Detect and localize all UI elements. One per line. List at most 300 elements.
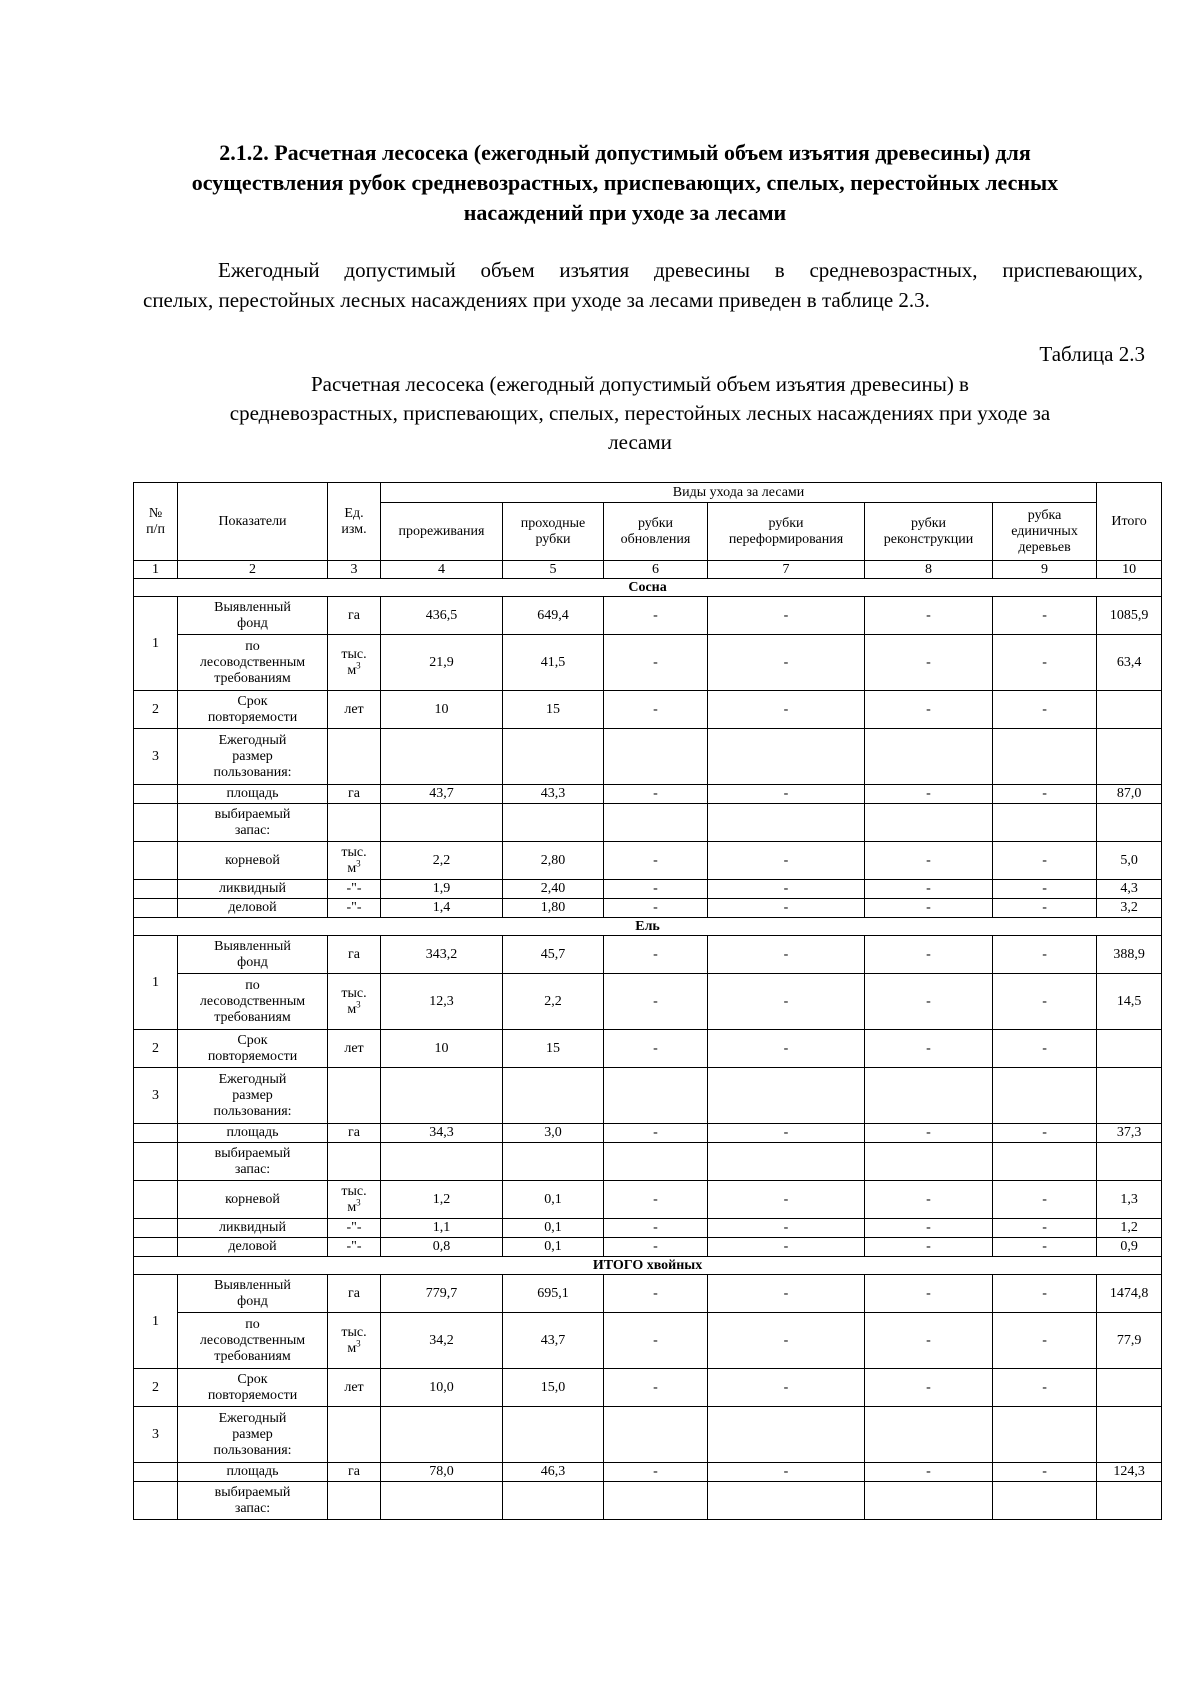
value-cell: 87,0 (1097, 785, 1162, 804)
empty-cell (134, 804, 178, 842)
empty-cell (134, 842, 178, 880)
value-cell: 45,7 (503, 936, 604, 974)
column-number: 1 (134, 561, 178, 579)
empty-cell (708, 1143, 865, 1181)
row-label: деловой (178, 1238, 328, 1257)
value-cell: - (604, 974, 708, 1030)
row-label: Ежегодный размер пользования: (178, 729, 328, 785)
table-number: Таблица 2.3 (1039, 342, 1145, 366)
empty-cell (134, 1482, 178, 1520)
value-cell: - (708, 1463, 865, 1482)
value-cell: - (604, 597, 708, 635)
value-cell: 5,0 (1097, 842, 1162, 880)
row-label: площадь (178, 785, 328, 804)
column-number: 5 (503, 561, 604, 579)
empty-cell (503, 1407, 604, 1463)
value-cell: - (865, 1463, 993, 1482)
table-row (134, 1143, 1162, 1181)
value-cell: - (993, 936, 1097, 974)
row-label: Выявленный фонд (178, 936, 328, 974)
row-unit: лет (328, 1030, 381, 1068)
value-cell: 43,7 (381, 785, 503, 804)
value-cell: 343,2 (381, 936, 503, 974)
column-number: 9 (993, 561, 1097, 579)
row-unit: га (328, 1463, 381, 1482)
empty-cell (1097, 1407, 1162, 1463)
value-cell: - (993, 974, 1097, 1030)
value-cell: 43,7 (503, 1313, 604, 1369)
row-label: Выявленный фонд (178, 1275, 328, 1313)
intro-line-1: Ежегодный допустимый объем изъятия древесины в средневозрастных, приспевающих, (218, 258, 1143, 282)
column-number: 2 (178, 561, 328, 579)
empty-cell (708, 1482, 865, 1520)
empty-cell (134, 785, 178, 804)
empty-cell (381, 1068, 503, 1124)
value-cell: 1085,9 (1097, 597, 1162, 635)
row-label: корневой (178, 842, 328, 880)
value-cell: - (993, 899, 1097, 918)
value-cell: 436,5 (381, 597, 503, 635)
value-cell: 0,8 (381, 1238, 503, 1257)
heading-line-2: осуществления рубок средневозрастных, приспевающих, спелых, перестойных лесных (191, 170, 1059, 195)
table-row (134, 729, 1162, 785)
column-number: 10 (1097, 561, 1162, 579)
row-unit: тыс. $м^3$ (328, 974, 381, 1030)
table-row (134, 804, 1162, 842)
value-cell: 0,1 (503, 1219, 604, 1238)
value-cell: - (604, 1313, 708, 1369)
value-cell: - (708, 842, 865, 880)
table-row (134, 1482, 1162, 1520)
value-cell: - (604, 691, 708, 729)
value-cell: 15,0 (503, 1369, 604, 1407)
value-cell: 2,2 (503, 974, 604, 1030)
value-cell: 14,5 (1097, 974, 1162, 1030)
value-cell: 1,3 (1097, 1181, 1162, 1219)
row-label: площадь (178, 1463, 328, 1482)
value-cell: 0,1 (503, 1181, 604, 1219)
value-cell: - (865, 880, 993, 899)
header-indicators: Показатели (178, 483, 328, 561)
row-label: ликвидный (178, 1219, 328, 1238)
row-unit: тыс. $м^3$ (328, 1181, 381, 1219)
header-total: Итого (1097, 483, 1162, 561)
table-row (134, 1219, 1162, 1238)
column-number: 3 (328, 561, 381, 579)
empty-cell (1097, 1482, 1162, 1520)
row-unit: лет (328, 691, 381, 729)
value-cell: - (708, 597, 865, 635)
empty-cell (328, 1143, 381, 1181)
header-row-1 (134, 483, 1162, 503)
value-cell: - (993, 785, 1097, 804)
value-cell: - (993, 635, 1097, 691)
row-unit: -"- (328, 1219, 381, 1238)
value-cell: - (865, 936, 993, 974)
value-cell: 34,2 (381, 1313, 503, 1369)
empty-cell (503, 729, 604, 785)
row-label: Срок повторяемости (178, 691, 328, 729)
value-cell: - (993, 1313, 1097, 1369)
section-title: Ель (134, 918, 1162, 936)
row-label: по лесоводственным требованиям (178, 635, 328, 691)
table-row (134, 842, 1162, 880)
empty-cell (134, 899, 178, 918)
empty-cell (328, 1068, 381, 1124)
intro-line-2: спелых, перестойных лесных насаждениях при уходе за лесами приведен в таблице 2.3. (143, 288, 930, 312)
row-unit: га (328, 785, 381, 804)
empty-cell (1097, 1068, 1162, 1124)
row-unit: га (328, 597, 381, 635)
value-cell: 10 (381, 691, 503, 729)
intro-paragraph (143, 255, 1143, 315)
empty-cell (1097, 804, 1162, 842)
value-cell: - (993, 1219, 1097, 1238)
value-cell: - (865, 691, 993, 729)
value-cell: 46,3 (503, 1463, 604, 1482)
value-cell: - (604, 1030, 708, 1068)
value-cell: - (708, 1181, 865, 1219)
value-cell: 1,4 (381, 899, 503, 918)
value-cell: - (865, 635, 993, 691)
value-cell: 1,80 (503, 899, 604, 918)
value-cell: 15 (503, 1030, 604, 1068)
value-cell: 10,0 (381, 1369, 503, 1407)
table-row (134, 1030, 1162, 1068)
value-cell: - (604, 635, 708, 691)
row-unit: -"- (328, 880, 381, 899)
row-unit: га (328, 1124, 381, 1143)
value-cell (1097, 1030, 1162, 1068)
empty-cell (328, 729, 381, 785)
empty-cell (993, 804, 1097, 842)
empty-cell (381, 1482, 503, 1520)
empty-cell (993, 1068, 1097, 1124)
value-cell: - (708, 880, 865, 899)
row-label: по лесоводственным требованиям (178, 974, 328, 1030)
table-row (134, 1238, 1162, 1257)
empty-cell (993, 1482, 1097, 1520)
value-cell (1097, 1369, 1162, 1407)
section-heading (150, 138, 1100, 228)
table-row (134, 1313, 1162, 1369)
table-title-line-3: лесами (608, 430, 672, 454)
empty-cell (381, 804, 503, 842)
value-cell: - (865, 1313, 993, 1369)
header-no: № п/п (134, 483, 178, 561)
value-cell: 2,80 (503, 842, 604, 880)
value-cell: 3,0 (503, 1124, 604, 1143)
value-cell: - (865, 842, 993, 880)
row-number: 3 (134, 1407, 178, 1463)
value-cell: - (604, 1275, 708, 1313)
empty-cell (708, 1068, 865, 1124)
value-cell: - (708, 899, 865, 918)
value-cell: - (604, 1463, 708, 1482)
value-cell: 37,3 (1097, 1124, 1162, 1143)
column-number-row (134, 561, 1162, 579)
row-label: выбираемый запас: (178, 1143, 328, 1181)
row-number: 1 (134, 1275, 178, 1369)
table-row (134, 1369, 1162, 1407)
row-number: 2 (134, 691, 178, 729)
row-number: 1 (134, 936, 178, 1030)
value-cell: 3,2 (1097, 899, 1162, 918)
row-label: площадь (178, 1124, 328, 1143)
empty-cell (134, 1124, 178, 1143)
row-label: ликвидный (178, 880, 328, 899)
value-cell: 1,2 (381, 1181, 503, 1219)
table-title-line-2: средневозрастных, приспевающих, спелых, перестойных лесных насаждениях при уходе за (229, 401, 1051, 425)
value-cell: 15 (503, 691, 604, 729)
value-cell: - (604, 899, 708, 918)
value-cell: - (993, 1463, 1097, 1482)
table-row (134, 1181, 1162, 1219)
table-row (134, 597, 1162, 635)
row-number: 3 (134, 1068, 178, 1124)
row-unit: лет (328, 1369, 381, 1407)
table-row (134, 1124, 1162, 1143)
value-cell: - (865, 1369, 993, 1407)
row-number: 1 (134, 597, 178, 691)
empty-cell (1097, 729, 1162, 785)
table-row (134, 974, 1162, 1030)
value-cell: - (865, 974, 993, 1030)
row-label: Ежегодный размер пользования: (178, 1068, 328, 1124)
value-cell: - (604, 1238, 708, 1257)
empty-cell (134, 1463, 178, 1482)
value-cell: - (708, 1275, 865, 1313)
empty-cell (134, 880, 178, 899)
column-number: 6 (604, 561, 708, 579)
empty-cell (993, 1143, 1097, 1181)
value-cell: - (604, 1369, 708, 1407)
value-cell: 2,40 (503, 880, 604, 899)
value-cell: - (604, 1181, 708, 1219)
value-cell: - (708, 691, 865, 729)
column-number: 8 (865, 561, 993, 579)
row-unit: тыс. $м^3$ (328, 635, 381, 691)
value-cell: - (708, 1313, 865, 1369)
header-col5: проходные рубки (503, 503, 604, 561)
value-cell: - (708, 635, 865, 691)
empty-cell (604, 1407, 708, 1463)
empty-cell (328, 804, 381, 842)
value-cell: - (993, 1030, 1097, 1068)
value-cell: 649,4 (503, 597, 604, 635)
empty-cell (381, 729, 503, 785)
row-unit: -"- (328, 899, 381, 918)
value-cell: 21,9 (381, 635, 503, 691)
section-row (134, 579, 1162, 597)
empty-cell (503, 1482, 604, 1520)
empty-cell (708, 729, 865, 785)
value-cell: 2,2 (381, 842, 503, 880)
header-col9: рубка единичных деревьев (993, 503, 1097, 561)
value-cell: - (708, 1369, 865, 1407)
row-unit: -"- (328, 1238, 381, 1257)
value-cell: - (865, 1124, 993, 1143)
table-row (134, 936, 1162, 974)
table-row (134, 1275, 1162, 1313)
value-cell: - (993, 1124, 1097, 1143)
value-cell: 779,7 (381, 1275, 503, 1313)
empty-cell (604, 1068, 708, 1124)
value-cell: - (708, 1219, 865, 1238)
empty-cell (708, 1407, 865, 1463)
value-cell: - (604, 1219, 708, 1238)
empty-cell (865, 1143, 993, 1181)
value-cell: - (993, 1238, 1097, 1257)
table-row (134, 899, 1162, 918)
header-col4: прореживания (381, 503, 503, 561)
row-label: деловой (178, 899, 328, 918)
value-cell: 1,1 (381, 1219, 503, 1238)
column-number: 7 (708, 561, 865, 579)
table-row (134, 1463, 1162, 1482)
value-cell: - (708, 1030, 865, 1068)
row-number: 2 (134, 1369, 178, 1407)
row-unit: га (328, 936, 381, 974)
value-cell: - (708, 936, 865, 974)
empty-cell (865, 1068, 993, 1124)
value-cell: - (993, 880, 1097, 899)
header-care-types: Виды ухода за лесами (381, 483, 1097, 503)
value-cell: - (708, 1124, 865, 1143)
row-label: выбираемый запас: (178, 1482, 328, 1520)
value-cell: - (865, 1030, 993, 1068)
row-number: 2 (134, 1030, 178, 1068)
value-cell: - (604, 785, 708, 804)
value-cell: 1474,8 (1097, 1275, 1162, 1313)
row-label: Ежегодный размер пользования: (178, 1407, 328, 1463)
value-cell: - (708, 1238, 865, 1257)
empty-cell (134, 1238, 178, 1257)
value-cell: 78,0 (381, 1463, 503, 1482)
value-cell: 388,9 (1097, 936, 1162, 974)
value-cell: 41,5 (503, 635, 604, 691)
value-cell: - (604, 936, 708, 974)
header-col7: рубки переформирования (708, 503, 865, 561)
value-cell: - (993, 597, 1097, 635)
value-cell: - (993, 691, 1097, 729)
header-col8: рубки реконструкции (865, 503, 993, 561)
value-cell: - (865, 1181, 993, 1219)
value-cell: 0,1 (503, 1238, 604, 1257)
row-label: Выявленный фонд (178, 597, 328, 635)
value-cell: - (604, 1124, 708, 1143)
empty-cell (381, 1407, 503, 1463)
table-body (134, 483, 1162, 1520)
row-unit: тыс. $м^3$ (328, 842, 381, 880)
heading-line-3: насаждений при уходе за лесами (463, 200, 787, 225)
value-cell: 12,3 (381, 974, 503, 1030)
empty-cell (993, 729, 1097, 785)
table-title-line-1: Расчетная лесосека (ежегодный допустимый объем изъятия древесины) в (311, 372, 969, 396)
value-cell: - (993, 1181, 1097, 1219)
row-unit: га (328, 1275, 381, 1313)
row-label: корневой (178, 1181, 328, 1219)
empty-cell (328, 1482, 381, 1520)
value-cell: - (708, 785, 865, 804)
table-row (134, 1407, 1162, 1463)
empty-cell (865, 804, 993, 842)
row-label: выбираемый запас: (178, 804, 328, 842)
empty-cell (503, 1143, 604, 1181)
value-cell: - (865, 597, 993, 635)
header-unit: Ед. изм. (328, 483, 381, 561)
empty-cell (993, 1407, 1097, 1463)
section-row (134, 1257, 1162, 1275)
value-cell: - (708, 974, 865, 1030)
empty-cell (604, 729, 708, 785)
forest-harvest-table (133, 482, 1162, 1520)
empty-cell (503, 804, 604, 842)
value-cell: 124,3 (1097, 1463, 1162, 1482)
value-cell: 77,9 (1097, 1313, 1162, 1369)
value-cell: 34,3 (381, 1124, 503, 1143)
column-number: 4 (381, 561, 503, 579)
table-row (134, 785, 1162, 804)
table-row (134, 880, 1162, 899)
empty-cell (865, 729, 993, 785)
value-cell: 10 (381, 1030, 503, 1068)
value-cell: - (993, 1275, 1097, 1313)
empty-cell (134, 1143, 178, 1181)
row-unit: тыс. $м^3$ (328, 1313, 381, 1369)
empty-cell (604, 1143, 708, 1181)
value-cell: - (865, 785, 993, 804)
empty-cell (708, 804, 865, 842)
row-number: 3 (134, 729, 178, 785)
value-cell: 4,3 (1097, 880, 1162, 899)
header-col6: рубки обновления (604, 503, 708, 561)
table-row (134, 1068, 1162, 1124)
value-cell: - (993, 842, 1097, 880)
value-cell: - (865, 1219, 993, 1238)
empty-cell (604, 804, 708, 842)
empty-cell (503, 1068, 604, 1124)
value-cell: 43,3 (503, 785, 604, 804)
row-label: по лесоводственным требованиям (178, 1313, 328, 1369)
value-cell: 695,1 (503, 1275, 604, 1313)
value-cell: 0,9 (1097, 1238, 1162, 1257)
empty-cell (604, 1482, 708, 1520)
section-title: ИТОГО хвойных (134, 1257, 1162, 1275)
table-row (134, 691, 1162, 729)
table-row (134, 635, 1162, 691)
value-cell: - (865, 1275, 993, 1313)
empty-cell (328, 1407, 381, 1463)
section-row (134, 918, 1162, 936)
heading-line-1: 2.1.2. Расчетная лесосека (ежегодный допустимый объем изъятия древесины) для (219, 140, 1031, 165)
empty-cell (134, 1181, 178, 1219)
value-cell: 63,4 (1097, 635, 1162, 691)
value-cell: - (865, 1238, 993, 1257)
table-title (130, 370, 1150, 457)
row-label: Срок повторяемости (178, 1030, 328, 1068)
empty-cell (1097, 1143, 1162, 1181)
section-title: Сосна (134, 579, 1162, 597)
row-label: Срок повторяемости (178, 1369, 328, 1407)
empty-cell (381, 1143, 503, 1181)
empty-cell (865, 1407, 993, 1463)
value-cell: 1,9 (381, 880, 503, 899)
value-cell: - (865, 899, 993, 918)
empty-cell (134, 1219, 178, 1238)
value-cell: 1,2 (1097, 1219, 1162, 1238)
value-cell: - (604, 880, 708, 899)
